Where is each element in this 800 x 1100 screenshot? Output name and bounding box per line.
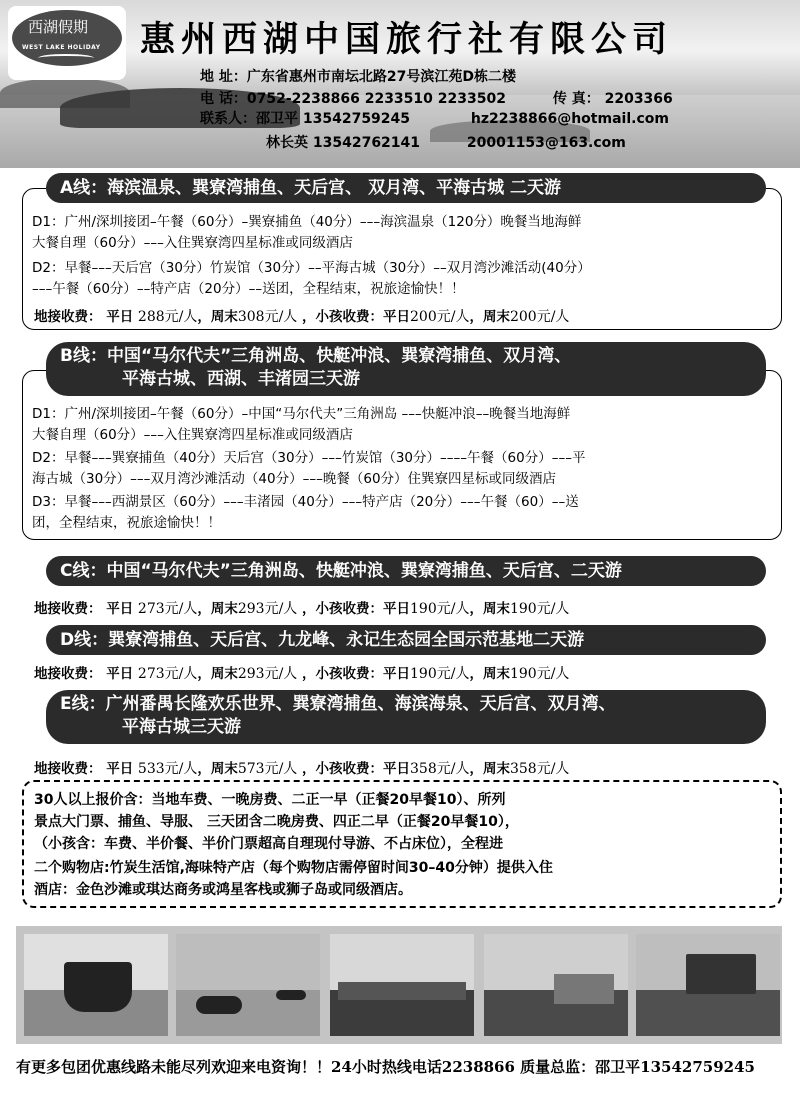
- route-b-line: 团，全程结束，祝旅途愉快！！: [32, 515, 221, 531]
- route-b-line: D3：早餐–––西湖景区（60分）–––丰渚园（40分）–––特产店（20分）–––午餐（60）––送: [32, 494, 579, 510]
- notes-line: 酒店：金色沙滩或琪达商务或鸿星客栈或狮子岛或同级酒店。: [34, 882, 412, 898]
- route-b-line: D1：广州/深圳接团–午餐（60分）–中国“马尔代夫”三角洲岛 –––快艇冲浪––晚餐当地海鲜: [32, 406, 571, 422]
- child-price-weekend: 190元/人: [509, 666, 570, 682]
- route-e-title: [46, 690, 766, 744]
- route-a-title: A线：海滨温泉、巽寮湾捕鱼、天后宫、 双月湾、平海古城 二天游: [46, 173, 766, 203]
- route-a-line: D2：早餐–––天后宫（30分）竹炭馆（30分）––平海古城（30分）––双月湾沙滩活动(40分）: [32, 260, 591, 276]
- route-b-title-line: B线：中国“马尔代夫”三角洲岛、快艇冲浪、巽寮湾捕鱼、双月湾、: [60, 346, 572, 366]
- photo-speedboat: [176, 934, 320, 1036]
- price-weekday: 533元/人: [137, 761, 198, 777]
- price-weekday: 273元/人: [137, 601, 198, 617]
- child-price-label: ，小孩收费：平日: [302, 666, 411, 682]
- contact-line-2: [266, 132, 626, 152]
- price-label: 地接收费： 平日: [34, 601, 134, 617]
- notes-line: 二个购物店:竹炭生活馆,海味特产店（每个购物店需停留时间30–40分钟）提供入住: [34, 860, 553, 876]
- route-b-line: 海古城（30分）–––双月湾沙滩活动（40分）–––晚餐（60分）住巽寮四星标或同级酒店: [32, 471, 557, 487]
- photo-ancient-city: [636, 934, 780, 1036]
- price-weekend: 308元/人: [237, 309, 298, 325]
- route-d-price: [34, 662, 569, 683]
- photo-strip: [16, 926, 782, 1044]
- route-e-title-line: 平海古城三天游: [122, 717, 241, 737]
- phone-line: [200, 88, 673, 108]
- photo-resort: [330, 934, 474, 1036]
- child-price-weekday: 190元/人: [410, 666, 470, 682]
- price-weekend-label: ，周末: [197, 666, 238, 682]
- route-b-title-line: 平海古城、西湖、丰渚园三天游: [122, 369, 360, 389]
- photo-garden: [484, 934, 628, 1036]
- route-b-line: D2：早餐–––巽寮捕鱼（40分）天后宫（30分）–––竹炭馆（30分）––––午餐（60分）–––平: [32, 450, 586, 466]
- child-price-weekend: 190元/人: [509, 601, 570, 617]
- notes-line: （小孩含：车费、半价餐、半价门票超高自理现付导游、不占床位），全程进: [34, 836, 503, 852]
- address: 地 址：广东省惠州市南坛北路27号滨江苑D栋二楼: [200, 69, 516, 85]
- company-logo: [8, 6, 126, 80]
- price-label: 地接收费： 平日: [34, 666, 134, 682]
- route-d-title: D线：巽寮湾捕鱼、天后宫、九龙峰、永记生态园全国示范基地二天游: [46, 625, 766, 655]
- footer-text: 有更多包团优惠线路未能尽列欢迎来电资询！！24小时热线电话2238866 质量总监：邵卫平13542759245: [16, 1058, 755, 1076]
- price-weekday: 273元/人: [137, 666, 198, 682]
- price-weekend-label: ，周末: [197, 601, 238, 617]
- price-weekend: 293元/人: [237, 601, 298, 617]
- photo-boat: [24, 934, 168, 1036]
- price-label: 地接收费： 平日: [34, 309, 134, 325]
- child-weekend-label: ，周末: [469, 309, 510, 325]
- route-c-price: [34, 597, 569, 618]
- price-weekend-label: ，周末: [197, 309, 238, 325]
- child-price-weekend: 358元/人: [509, 761, 570, 777]
- child-price-label: ，小孩收费：平日: [302, 601, 411, 617]
- route-a-line: –––午餐（60分）––特产店（20分）––送团，全程结束，祝旅途愉快！！: [32, 281, 465, 297]
- contact-1: 联系人：邵卫平 13542759245: [200, 111, 411, 127]
- price-weekend: 573元/人: [237, 761, 298, 777]
- contact-2: 林长英 13542762141: [266, 135, 421, 151]
- notes-line: 30人以上报价含：当地车费、一晚房费、二正一早（正餐20早餐10）、所列: [34, 792, 506, 808]
- route-b-title: [46, 342, 766, 396]
- route-a-line: 大餐自理（60分）–––入住巽寮湾四星标准或同级酒店: [32, 235, 353, 251]
- logo-cn-text: 西湖假期: [28, 18, 89, 36]
- route-c-title: C线：中国“马尔代夫”三角洲岛、快艇冲浪、巽寮湾捕鱼、天后宫、二天游: [46, 556, 766, 586]
- wave-icon: [38, 54, 94, 62]
- child-price-weekend: 200元/人: [509, 309, 570, 325]
- child-price-label: ，小孩收费：平日: [302, 309, 411, 325]
- price-label: 地接收费： 平日: [34, 761, 134, 777]
- route-e-price: [34, 757, 569, 778]
- child-weekend-label: ，周末: [469, 666, 510, 682]
- company-title: 惠州西湖中国旅行社有限公司: [140, 19, 674, 60]
- logo-en-text: WEST LAKE HOLIDAY: [22, 44, 101, 51]
- child-price-weekday: 200元/人: [410, 309, 470, 325]
- notes-line: 景点大门票、捕鱼、导服、 三天团含二晚房费、四正二早（正餐20早餐10），: [34, 814, 519, 830]
- route-a-line: D1：广州/深圳接团–午餐（60分）–巽寮捕鱼（40分）–––海滨温泉（120分）晚餐当地海鲜: [32, 214, 582, 230]
- route-b-line: 大餐自理（60分）–––入住巽寮湾四星标准或同级酒店: [32, 427, 353, 443]
- child-price-weekday: 190元/人: [410, 601, 470, 617]
- header-banner: [0, 0, 800, 168]
- email-1: hz2238866@hotmail.com: [470, 111, 669, 127]
- route-e-title-line: E线：广州番禺长隆欢乐世界、巽寮湾捕鱼、海滨海泉、天后宫、双月湾、: [60, 694, 616, 714]
- email-2: 20001153@163.com: [466, 135, 626, 151]
- fax: 传 真： 2203366: [552, 91, 673, 107]
- child-price-weekday: 358元/人: [410, 761, 470, 777]
- price-weekday: 288元/人: [137, 309, 198, 325]
- child-price-label: ，小孩收费：平日: [302, 761, 411, 777]
- contact-line-1: [200, 108, 669, 128]
- price-weekend-label: ，周末: [197, 761, 238, 777]
- phone: 电 话：0752-2238866 2233510 2233502: [200, 91, 506, 107]
- child-weekend-label: ，周末: [469, 761, 510, 777]
- child-weekend-label: ，周末: [469, 601, 510, 617]
- route-a-price: [34, 305, 569, 326]
- price-weekend: 293元/人: [237, 666, 298, 682]
